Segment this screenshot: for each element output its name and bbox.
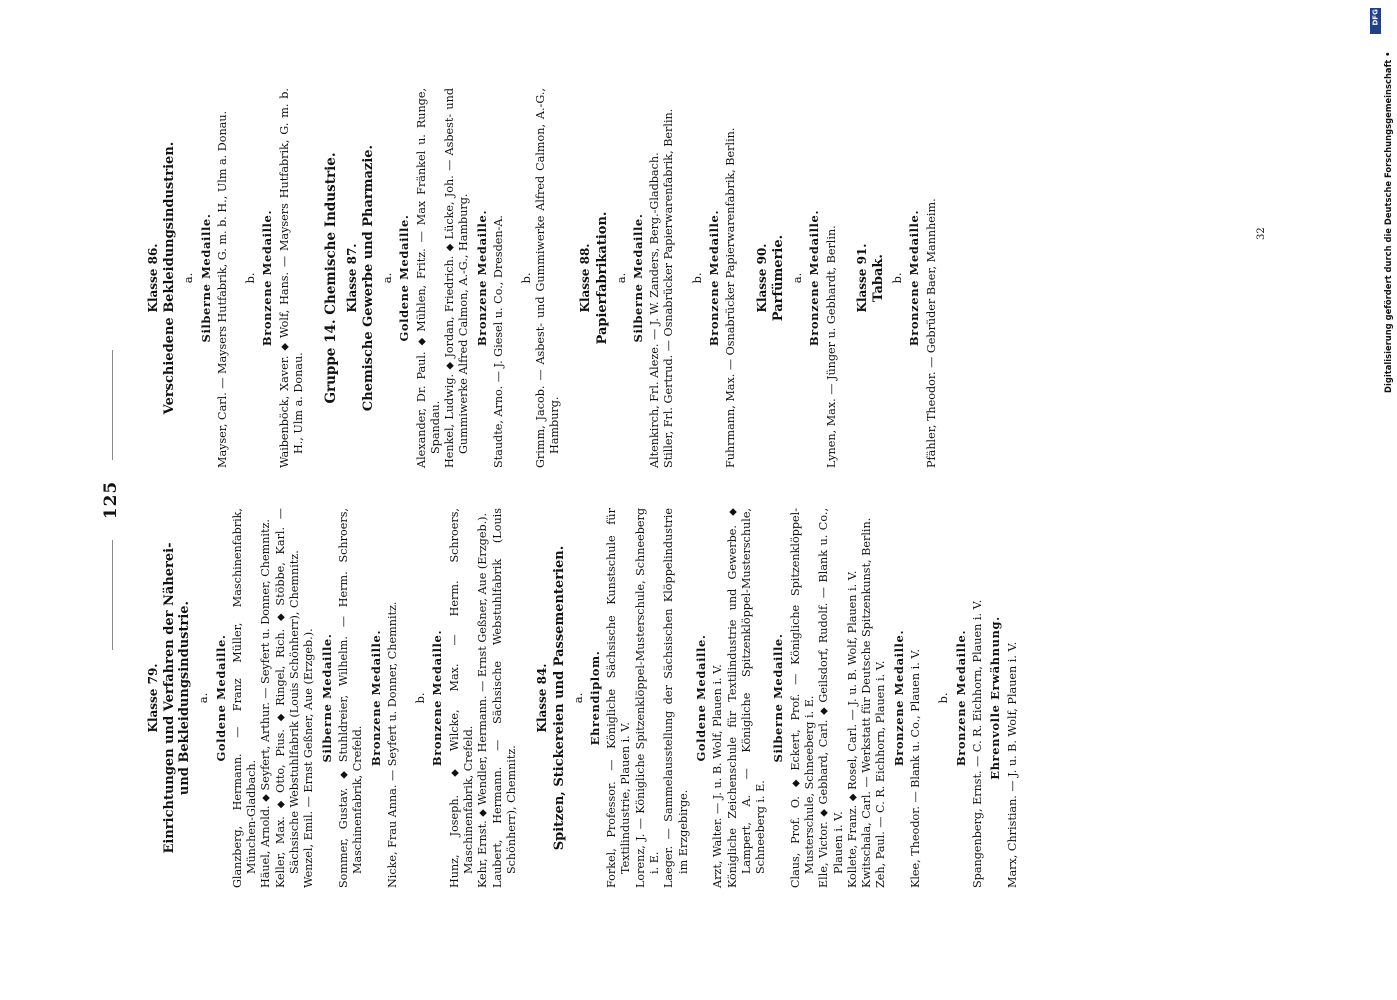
klasse-heading: Klasse 87. (344, 243, 359, 313)
spacer (306, 88, 316, 468)
award-heading: Ehrenvolle Erwähnung. (988, 616, 1003, 780)
klasse-heading: Klasse 79. (146, 663, 160, 733)
award-entry: Mayser, Carl. — Maysers Hutfabrik, G. m. b. H., Ulm a. Donau. (215, 110, 229, 468)
subsection-letter: b. (936, 692, 951, 704)
award-entry: Glanzberg, Hermann. — Franz Müller, Maschinenfabrik, München-Gladbach. (230, 508, 259, 888)
award-entry: Arzt, Walter. — J. u. B. Wolf, Plauen i. V. (711, 664, 725, 888)
award-heading: Silberne Medaille. (630, 213, 645, 343)
section-title: Tabak. (871, 254, 887, 302)
subsection-letter: b. (890, 272, 905, 284)
award-entry: Kehr, Ernst. ⬥ Wendler, Hermann. — Ernst Geßner, Aue (Erzgeb.). (476, 512, 490, 888)
spacer (739, 88, 749, 468)
award-heading: Bronzene Medaille. (260, 209, 275, 347)
spacer (562, 88, 572, 468)
award-entry: Sommer, Gustav. ⬥ Stuhldreier, Wilhelm. — Herm. Schroers, Maschinenfabrik, Crefeld. (336, 508, 365, 888)
award-entry: Lynen, Max. — Jünger u. Gebhardt, Berlin. (824, 225, 838, 468)
klasse-heading: Klasse 91. (854, 243, 869, 313)
award-entry: Laubert, Hermann. — Sächsische Webstuhlfabrik (Louis Schönherr), Chemnitz. (490, 508, 518, 888)
page-number: 125 (101, 480, 121, 520)
right-column (140, 88, 939, 468)
award-heading: Goldene Medaille. (213, 634, 228, 762)
award-heading: Silberne Medaille. (319, 633, 334, 763)
spacer (519, 508, 529, 888)
award-heading: Bronzene Medaille. (474, 209, 489, 347)
award-entry: Kollete, Franz. ⬥ Rosel, Carl. — J. u. B. Wolf, Plauen i. V. (845, 570, 859, 888)
award-heading: Bronzene Medaille. (430, 629, 445, 767)
credit-text: Digitalisierung gefördert durch die Deutsche Forschungsgemeinschaft • (1383, 51, 1393, 393)
award-entry: Alexander, Dr. Paul. ⬥ Mühlen, Fritz. — Max Fränkel u. Runge, Spandau. (414, 88, 442, 468)
award-heading: Ehrendiplom. (587, 650, 602, 746)
award-heading: Goldene Medaille. (693, 634, 708, 762)
award-entry: Häuel, Arnold. ⬥ Seyfert, Arthur. — Seyfert u. Donner, Chemnitz. (259, 519, 273, 888)
subsection-letter: b. (413, 692, 428, 704)
award-entry: Staudte, Arno. — J. Giesel u. Co., Dresden-A. (492, 215, 506, 468)
spacer (230, 88, 240, 468)
award-entry: Marx, Christian. — J. u. B. Wolf, Plauen i. V. (1005, 641, 1019, 888)
award-entry: Kwitschala, Carl. — Werkstatt für Deutsche Spitzenkunst, Berlin. (860, 517, 874, 888)
award-entry: Hunz, Joseph. ⬥ Wilcke, Max. — Herm. Schroers, Maschinenfabrik, Crefeld. (447, 508, 476, 888)
award-entry: Klee, Theodor. — Blank u. Co., Plauen i. V. (909, 648, 923, 888)
award-heading: Silberne Medaille. (198, 213, 213, 343)
award-entry: Henkel, Ludwig. ⬥ Jordan, Friedrich. ⬥ Lücke, Joh. — Asbest- und Gummiwerke Alfred Calmon, A.-G., Hamburg. (443, 88, 471, 468)
section-title: Parfümerie. (770, 234, 786, 322)
section-title: Papierfabrikation. (594, 211, 610, 345)
klasse-heading: Klasse 84. (535, 663, 550, 733)
award-entry: Keller, Max. ⬥ Otto, Pius. ⬥ Ringel, Rich. ⬥ Stöbbe, Karl. — Sächsische Webstuhlfabrik (Louis Schönherr), Chemnitz. (273, 508, 302, 888)
subsection-letter: a. (196, 692, 211, 704)
award-entry: Waibenböck, Xaver. ⬥ Wolf, Hans. — Maysers Hutfabrik, G. m. b. H., Ulm a. Donau. (277, 88, 306, 468)
subsection-letter: b. (243, 272, 258, 284)
subsection-letter: a. (570, 692, 585, 704)
spacer (677, 88, 687, 468)
award-entry: Forkel, Professor. — Königliche Sächsische Kunstschule für Textilindustrie, Plauen i. V. (605, 508, 633, 888)
gruppe-heading: Gruppe 14. Chemische Industrie. (323, 152, 340, 404)
award-heading: Bronzene Medaille. (807, 209, 822, 347)
award-entry: Altenkirch, Frl. Aleze. — J. W. Zanders, Berg.-Gladbach. (648, 152, 662, 468)
spacer (506, 88, 516, 468)
subsection-letter: a. (181, 272, 196, 284)
header-rule-right (112, 350, 113, 460)
award-entry: Grimm, Jacob. — Asbest- und Gummiwerke Alfred Calmon, A.-G., Hamburg. (533, 88, 561, 468)
spacer (923, 508, 933, 888)
left-column (140, 508, 1020, 888)
spacer (839, 88, 849, 468)
subsection-letter: a. (789, 272, 804, 284)
award-entry: Laeger. — Sammelausstellung der Sächsischen Klöppelindustrie im Erzgebirge. (662, 508, 690, 888)
award-heading: Bronzene Medaille. (891, 629, 906, 767)
section-title: Verschiedene Bekleidungsindustrien. (162, 141, 178, 415)
credit-strip (1369, 8, 1393, 418)
section-title: Spitzen, Stickereien und Passementerien. (551, 545, 567, 851)
award-entry: Lorenz, J. — Königliche Spitzenklöppel-Musterschule, Schneeberg i. E. (633, 508, 662, 888)
award-heading: Bronzene Medaille. (368, 629, 383, 767)
award-heading: Bronzene Medaille. (707, 209, 722, 347)
award-entry: Claus, Prof. O. ⬥ Eckert, Prof. — Königliche Spitzenklöppel-Musterschule, Schneeberg i. E. (788, 508, 816, 888)
dfg-logo-text: DFG (1371, 9, 1380, 26)
award-entry: Königliche Zeichenschule für Textilindustrie und Gewerbe. ⬥ Lampert, A. — Königliche Spitzenklöppel-Musterschule, Schneeberg i. E. (725, 508, 768, 888)
section-title: Chemische Gewerbe und Pharmazie. (360, 144, 376, 412)
footer-page-number: 32 (1256, 227, 1267, 240)
award-entry: Wenzel, Emil. — Ernst Geßner, Aue (Erzgeb.). (302, 628, 316, 888)
award-heading: Bronzene Medaille. (907, 209, 922, 347)
subsection-letter: b. (519, 272, 534, 284)
award-entry: Stiller, Frl. Gertrud. — Osnabrücker Papierwarenfabrik, Berlin. (662, 108, 676, 468)
award-heading: Goldene Medaille. (397, 214, 412, 342)
award-entry: Nicke, Frau Anna. — Seyfert u. Donner, Chemnitz. (385, 601, 399, 888)
subsection-letter: a. (613, 272, 628, 284)
award-heading: Silberne Medaille. (771, 633, 786, 763)
award-entry: Elle, Victor. ⬥ Gebhard, Carl. ⬥ Geilsdorf, Rudolf. — Blank u. Co., Plauen i. V. (817, 508, 845, 888)
spacer (400, 508, 410, 888)
header-rule-left (112, 540, 113, 650)
section-title: Einrichtungen und Verfahren der Näherei- und Bekleidungsindustrie. (162, 542, 193, 854)
subsection-letter: b. (689, 272, 704, 284)
award-entry: Pfähler, Theodor. — Gebrüder Baer, Mannheim. (924, 198, 938, 468)
award-heading: Bronzene Medaille. (953, 629, 968, 767)
award-entry: Spangenberg, Ernst. — C. R. Eichhorn, Plauen i. V. (970, 599, 984, 888)
klasse-heading: Klasse 86. (146, 243, 160, 313)
klasse-heading: Klasse 88. (578, 243, 593, 313)
subsection-letter: a. (379, 272, 394, 284)
award-entry: Zeh, Paul. — C. R. Eichhorn, Plauen i. V. (874, 660, 888, 888)
award-entry: Fuhrmann, Max. — Osnabrücker Papierwarenfabrik, Berlin. (724, 127, 738, 468)
klasse-heading: Klasse 90. (754, 243, 769, 313)
